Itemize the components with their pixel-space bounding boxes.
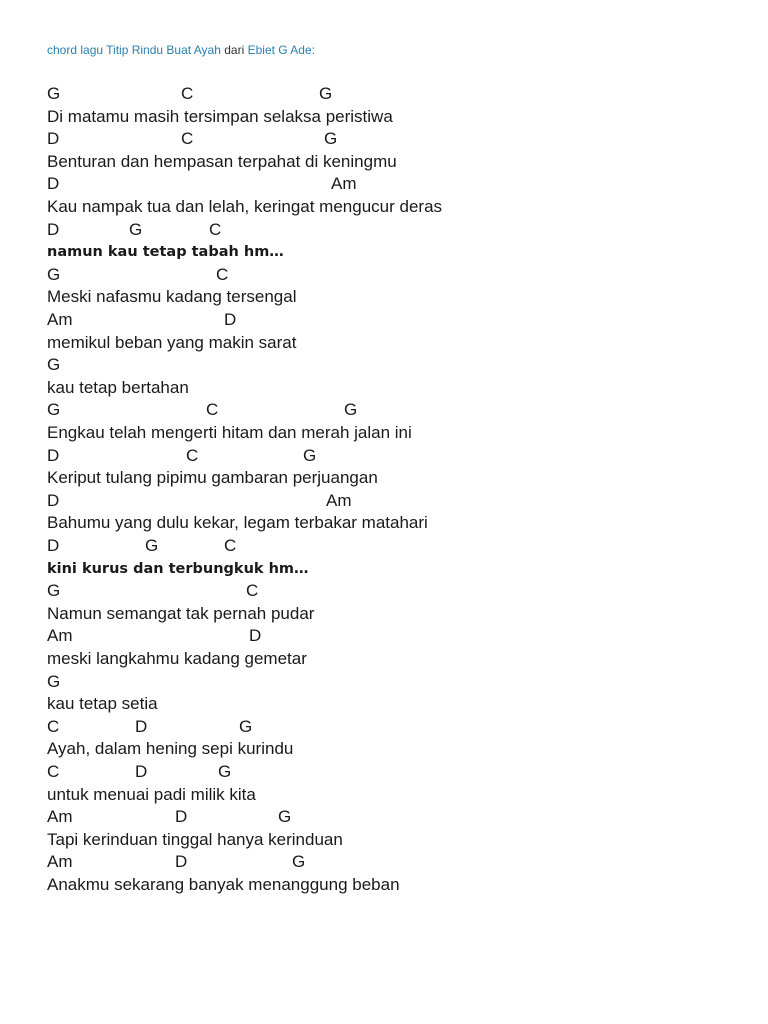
chord: G: [47, 355, 61, 375]
chord-line: [0, 309, 768, 331]
chord-line: [0, 219, 768, 241]
chord: Am: [47, 807, 73, 827]
chord: C: [181, 129, 194, 149]
chord: G: [344, 400, 358, 420]
lyric-line: Engkau telah mengerti hitam dan merah jalan ini: [47, 423, 412, 442]
chord: G: [239, 716, 253, 736]
artist-link[interactable]: Ebiet G Ade:: [247, 43, 315, 57]
chord: D: [135, 762, 148, 781]
chord: G: [324, 129, 338, 149]
chord: D: [47, 174, 60, 194]
chord: D: [47, 219, 60, 239]
chord-line: [0, 535, 768, 557]
chord: G: [319, 84, 333, 103]
chord: D: [135, 716, 148, 736]
chord-line: [0, 83, 768, 105]
chord: D: [47, 490, 60, 510]
chord: C: [209, 219, 222, 239]
lyric-line: kini kurus dan terbungkuk hm…: [47, 560, 309, 577]
chord-line: [0, 445, 768, 467]
lyric-line: Meski nafasmu kadang tersengal: [47, 287, 297, 307]
chord: C: [47, 762, 60, 781]
chord-line: [0, 264, 768, 286]
chord-line: [0, 490, 768, 512]
chord: C: [224, 536, 237, 555]
chord: G: [47, 264, 61, 284]
lyric-line: kau tetap bertahan: [47, 377, 189, 397]
chord: C: [206, 400, 219, 420]
chord-line: [0, 625, 768, 647]
chord: Am: [47, 310, 73, 329]
lyric-line: Ayah, dalam hening sepi kurindu: [47, 739, 294, 759]
chord: G: [278, 807, 292, 827]
chord: C: [216, 264, 229, 284]
lyric-line: Keriput tulang pipimu gambaran perjuangan: [47, 468, 378, 488]
chord: Am: [47, 626, 73, 646]
chord: Am: [47, 852, 73, 872]
chord: G: [303, 445, 317, 465]
chord: G: [47, 671, 61, 691]
chord: C: [186, 445, 199, 465]
chord: D: [175, 807, 188, 827]
chord: D: [47, 445, 60, 465]
chord: D: [175, 852, 188, 872]
chord-line: [0, 580, 768, 602]
header-connector: dari: [220, 43, 248, 57]
song-title-link[interactable]: chord lagu Titip Rindu Buat Ayah: [47, 43, 221, 57]
chord: C: [181, 84, 194, 103]
lyric-line: Bahumu yang dulu kekar, legam terbakar matahari: [47, 513, 428, 533]
chord: G: [292, 852, 306, 872]
chord: C: [246, 581, 259, 601]
chord: D: [249, 626, 262, 646]
lyric-line: meski langkahmu kadang gemetar: [47, 649, 307, 668]
lyric-line: Benturan dan hempasan terpahat di keningmu: [47, 151, 397, 171]
chord: G: [218, 762, 232, 781]
chord: G: [145, 536, 159, 555]
chord-line: [0, 128, 768, 150]
chord-line: [0, 671, 768, 693]
lyric-line: Kau nampak tua dan lelah, keringat mengucur deras: [47, 197, 443, 216]
lyric-line: untuk menuai padi milik kita: [47, 784, 256, 804]
chord-line: [0, 399, 768, 421]
chord: C: [47, 716, 60, 736]
chord-line: [0, 354, 768, 376]
chord: Am: [331, 174, 357, 194]
chord-line: [0, 851, 768, 873]
chord: Am: [326, 490, 352, 510]
chord: G: [47, 581, 61, 601]
chord-line: [0, 761, 768, 783]
song-header: [47, 43, 315, 57]
lyric-line: namun kau tetap tabah hm…: [47, 244, 284, 261]
lyric-line: Anakmu sekarang banyak menanggung beban: [47, 875, 400, 894]
chord: G: [47, 400, 61, 420]
chord: G: [129, 219, 143, 239]
lyric-line: Tapi kerinduan tinggal hanya kerinduan: [47, 829, 343, 849]
lyric-line: Di matamu masih tersimpan selaksa peristiwa: [47, 106, 393, 126]
chord: G: [47, 84, 61, 103]
chord: D: [47, 129, 60, 149]
chord-line: [0, 716, 768, 738]
chord: D: [224, 310, 237, 329]
lyric-line: kau tetap setia: [47, 694, 158, 714]
chord: D: [47, 536, 60, 555]
chord-line: [0, 806, 768, 828]
lyric-line: memikul beban yang makin sarat: [47, 332, 297, 352]
chord-line: [0, 173, 768, 195]
lyric-line: Namun semangat tak pernah pudar: [47, 603, 315, 623]
